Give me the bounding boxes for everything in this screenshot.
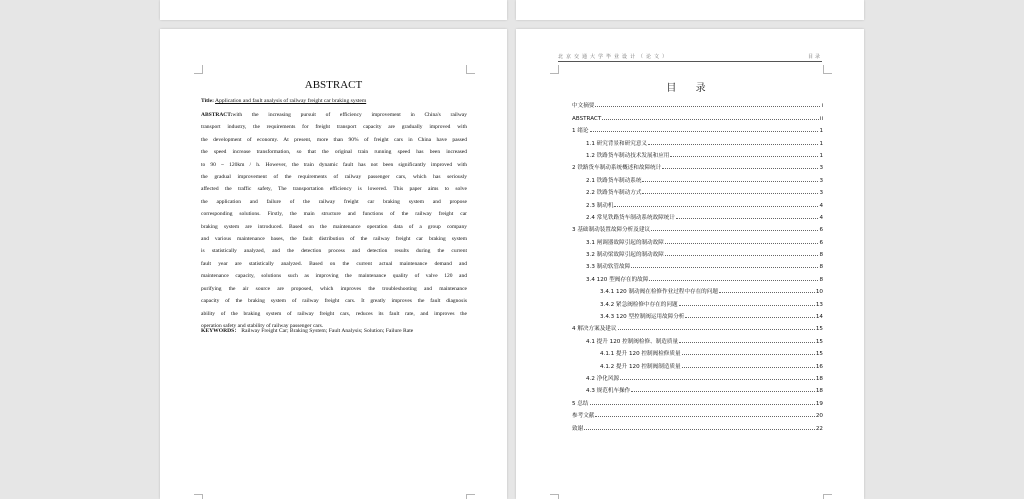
keywords-label: KEYWORDS：: [201, 328, 240, 334]
toc-entry-label: ABSTRACT: [572, 115, 602, 122]
toc-entry-label: 4.3 规范机车操作: [586, 388, 631, 395]
toc-entry-label: 4 解决方案及建议: [572, 326, 617, 333]
toc-entry-page: ii: [819, 115, 823, 122]
toc-entry-label: 3.2 制动梁故障引起的制动故障: [586, 252, 664, 259]
keywords-line: [201, 327, 467, 335]
toc-dot-leader: [614, 206, 818, 207]
abstract-line: [201, 121, 467, 133]
toc-entry-page: 10: [815, 289, 823, 296]
abstract-line: [201, 283, 467, 295]
toc-dot-leader: [670, 156, 818, 157]
toc-entry[interactable]: [572, 159, 823, 171]
toc-entry-label: 2.2 铁路货车制动方式: [586, 190, 642, 197]
toc-entry-label: 致谢: [572, 425, 584, 432]
toc-entry[interactable]: [572, 134, 823, 146]
toc-entry-page: 15: [815, 338, 823, 345]
toc-entry[interactable]: [572, 171, 823, 183]
abstract-page: [160, 29, 507, 499]
abstract-line-text: and various maintenance bases, the fault distribution of the railway freight car braking system: [201, 236, 467, 243]
toc-entry-label: 参考文献: [572, 413, 595, 420]
toc-entry-page: 20: [815, 413, 823, 420]
toc-dot-leader: [679, 342, 815, 343]
margin-corner-mark: [466, 65, 475, 74]
toc-dot-leader: [665, 255, 819, 256]
abstract-line-text: the application and failure of the railway freight car braking system and propose: [201, 198, 467, 205]
abstract-line-text: capacity of the braking system of railway freight cars. It greatly improves the fault diagnosis: [201, 298, 467, 305]
toc-entry[interactable]: [572, 147, 823, 159]
toc-entry-page: 1: [819, 152, 823, 159]
abstract-line-text: the gradual improvement of the requirements of railway passenger cars, which has seriously: [201, 174, 467, 181]
title-value: Application and fault analysis of railway freight car braking system: [215, 98, 367, 104]
abstract-line: [201, 233, 467, 245]
toc-entry[interactable]: [572, 184, 823, 196]
toc-dot-leader: [682, 367, 815, 368]
abstract-line: [201, 183, 467, 195]
toc-entry[interactable]: [572, 122, 823, 134]
toc-entry[interactable]: [572, 345, 823, 357]
margin-corner-mark: [194, 65, 203, 74]
toc-entry[interactable]: [572, 357, 823, 369]
toc-entry-page: 4: [819, 214, 823, 221]
toc-dot-leader: [662, 168, 818, 169]
toc-page: [516, 29, 864, 499]
toc-entry[interactable]: [572, 109, 823, 121]
abstract-line: [201, 109, 467, 121]
toc-entry[interactable]: [572, 246, 823, 258]
abstract-line-text: fault year are statistically analyzed. Based on the current actual maintenance demand and: [201, 260, 467, 267]
toc-entry-label: 2 铁路货车制动系统概述和故障统计: [572, 165, 662, 172]
toc-entry-page: 19: [815, 400, 823, 407]
toc-dot-leader: [590, 404, 815, 405]
toc-entry[interactable]: [572, 332, 823, 344]
keywords-value: Railway Freight Car; Braking System; Fault Analysis; Solution; Failure Rate: [241, 328, 414, 334]
toc-entry-label: 3.4 120 型阀存在的故障: [586, 276, 649, 283]
abstract-title-line: [201, 97, 467, 105]
abstract-line: [201, 208, 467, 220]
toc-entry[interactable]: [572, 407, 823, 419]
toc-entry-label: 1.1 研究背景和研究意义: [586, 140, 648, 147]
running-header-right: 目录: [807, 54, 822, 60]
toc-entry-page: 15: [815, 326, 823, 333]
abstract-label: ABSTRACT:: [201, 112, 233, 118]
toc-entry-page: 16: [815, 363, 823, 370]
toc-dot-leader: [595, 106, 820, 107]
toc-entry-label: 3.4.1 120 制动阀在检修作业过程中存在的问题: [600, 289, 718, 296]
toc-entry-page: 14: [815, 314, 823, 321]
abstract-line-text: braking system are introduced. Based on the maintenance operation data of a group company: [201, 223, 467, 230]
abstract-line-text: to 90 ~ 120km / h. However, the train dynamic fault has not been significantly improved with: [201, 161, 467, 168]
toc-entry[interactable]: [572, 233, 823, 245]
toc-entry-page: 18: [815, 375, 823, 382]
toc-entry[interactable]: [572, 270, 823, 282]
abstract-line: [201, 196, 467, 208]
toc-dot-leader: [642, 181, 818, 182]
margin-corner-mark: [823, 494, 832, 499]
abstract-line-text: affected the traffic safety, The transportation efficiency is lowered. This paper aims to solve: [201, 186, 467, 193]
toc-entry-page: 6: [819, 227, 823, 234]
toc-entry-label: 4.1.2 提升 120 控制阀制造质量: [600, 363, 681, 370]
toc-entry-label: 3 基础制动装置故障分析及建议: [572, 227, 651, 234]
toc-dot-leader: [620, 379, 815, 380]
toc-entry[interactable]: [572, 97, 823, 109]
toc-entry[interactable]: [572, 382, 823, 394]
abstract-line: [201, 221, 467, 233]
toc-dot-leader: [679, 305, 815, 306]
toc-entry-label: 2.4 常见铁路货车制动系统故障统计: [586, 214, 675, 221]
abstract-line-text: is statistically analyzed, and the detection process and detection results during the current: [201, 248, 467, 255]
abstract-line: [201, 295, 467, 307]
toc-dot-leader: [618, 329, 815, 330]
abstract-line-text: transport industry, the requirements for freight transport capacity are gradually improved with: [201, 124, 467, 131]
toc-entry-label: 1 绪论: [572, 128, 589, 135]
toc-entry-label: 4.2 净化风源: [586, 375, 620, 382]
toc-entry[interactable]: [572, 196, 823, 208]
abstract-line: [201, 159, 467, 171]
toc-entry-page: 3: [819, 165, 823, 172]
toc-entry-label: 3.3 制动软管故障: [586, 264, 631, 271]
abstract-heading: ABSTRACT: [304, 79, 363, 91]
margin-corner-mark: [466, 494, 475, 499]
abstract-line: [201, 308, 467, 320]
toc-list: [572, 97, 823, 432]
toc-entry-page: 18: [815, 388, 823, 395]
previous-page-right: [516, 0, 864, 20]
toc-dot-leader: [685, 317, 814, 318]
margin-corner-mark: [823, 65, 832, 74]
abstract-line: [201, 146, 467, 158]
toc-entry-page: 1: [819, 128, 823, 135]
header-rule: [558, 61, 822, 62]
toc-dot-leader: [651, 230, 818, 231]
toc-entry[interactable]: [572, 258, 823, 270]
abstract-line-text: ability of the braking system of railway freight cars, reduces its fault rate, and improves the: [201, 310, 467, 317]
toc-dot-leader: [584, 429, 815, 430]
abstract-body: [201, 109, 467, 332]
toc-entry-page: i: [821, 103, 823, 110]
abstract-line: [201, 134, 467, 146]
toc-entry-label: 4.1.1 提升 120 控制阀检修质量: [600, 351, 681, 358]
toc-entry-label: 2.1 铁路货车制动系统: [586, 177, 642, 184]
toc-entry-page: 8: [819, 264, 823, 271]
toc-dot-leader: [648, 144, 818, 145]
abstract-line-text: maintenance capacity, solutions such as improving the maintenance quality of valve 120 and: [201, 273, 467, 280]
toc-entry-label: 中文摘要: [572, 103, 595, 110]
toc-dot-leader: [595, 416, 814, 417]
toc-dot-leader: [682, 354, 815, 355]
abstract-line: [201, 270, 467, 282]
toc-entry-page: 8: [819, 252, 823, 259]
margin-corner-mark: [550, 494, 559, 499]
abstract-line-text: corresponding solutions. Firstly, the main structure and functions of the railway freight car: [201, 211, 467, 218]
abstract-line: [201, 171, 467, 183]
toc-entry-page: 1: [819, 140, 823, 147]
toc-dot-leader: [649, 280, 818, 281]
toc-entry[interactable]: [572, 308, 823, 320]
toc-dot-leader: [631, 267, 818, 268]
toc-entry-page: 6: [819, 239, 823, 246]
toc-dot-leader: [665, 243, 819, 244]
running-header-left: 北京交通大学毕业设计（论文）: [558, 54, 671, 60]
toc-entry-label: 3.4.3 120 型控制阀运用故障分析: [600, 314, 685, 321]
toc-entry[interactable]: [572, 394, 823, 406]
abstract-line: [201, 258, 467, 270]
abstract-line-text: purifying the air source are proposed, which improves the troubleshooting and maintenance: [201, 285, 467, 292]
abstract-line-text: with the increasing pursuit of efficiency improvement in China's railway: [232, 112, 467, 118]
toc-entry-page: 22: [815, 425, 823, 432]
toc-entry[interactable]: [572, 320, 823, 332]
toc-entry-label: 3.4.2 紧急阀检修中存在的问题: [600, 301, 678, 308]
toc-dot-leader: [642, 193, 818, 194]
previous-page-left: [160, 0, 507, 20]
toc-entry[interactable]: [572, 419, 823, 431]
abstract-line-text: the speed increase transformation, so that the original train running speed has been increased: [201, 149, 467, 156]
margin-corner-mark: [194, 494, 203, 499]
toc-entry-label: 1.2 铁路货车制动技术发展和应用: [586, 152, 670, 159]
toc-entry[interactable]: [572, 283, 823, 295]
toc-entry-page: 3: [819, 177, 823, 184]
toc-dot-leader: [676, 218, 818, 219]
toc-entry-page: 8: [819, 276, 823, 283]
abstract-line: [201, 245, 467, 257]
toc-heading: 目 录: [666, 83, 714, 94]
margin-corner-mark: [550, 65, 559, 74]
toc-entry-page: 3: [819, 190, 823, 197]
toc-dot-leader: [590, 131, 819, 132]
title-label: Title:: [201, 98, 214, 104]
toc-entry-label: 5 总结: [572, 400, 589, 407]
toc-dot-leader: [602, 119, 819, 120]
toc-entry-label: 3.1 闸调器故障引起的制动故障: [586, 239, 664, 246]
toc-entry-label: 4.1 提升 120 控制阀检修、制造质量: [586, 338, 679, 345]
toc-entry[interactable]: [572, 295, 823, 307]
toc-entry-label: 2.3 制动机: [586, 202, 614, 209]
toc-entry-page: 4: [819, 202, 823, 209]
toc-dot-leader: [631, 391, 815, 392]
toc-entry[interactable]: [572, 221, 823, 233]
toc-entry-page: 13: [815, 301, 823, 308]
toc-entry-page: 15: [815, 351, 823, 358]
toc-entry[interactable]: [572, 370, 823, 382]
toc-entry[interactable]: [572, 209, 823, 221]
toc-dot-leader: [719, 292, 815, 293]
abstract-line-text: the development of economy. At present, more than 90% of freight cars in China have passed: [201, 136, 467, 143]
abstract-line-text: operation safety and stability of railway passenger cars.: [201, 322, 324, 329]
